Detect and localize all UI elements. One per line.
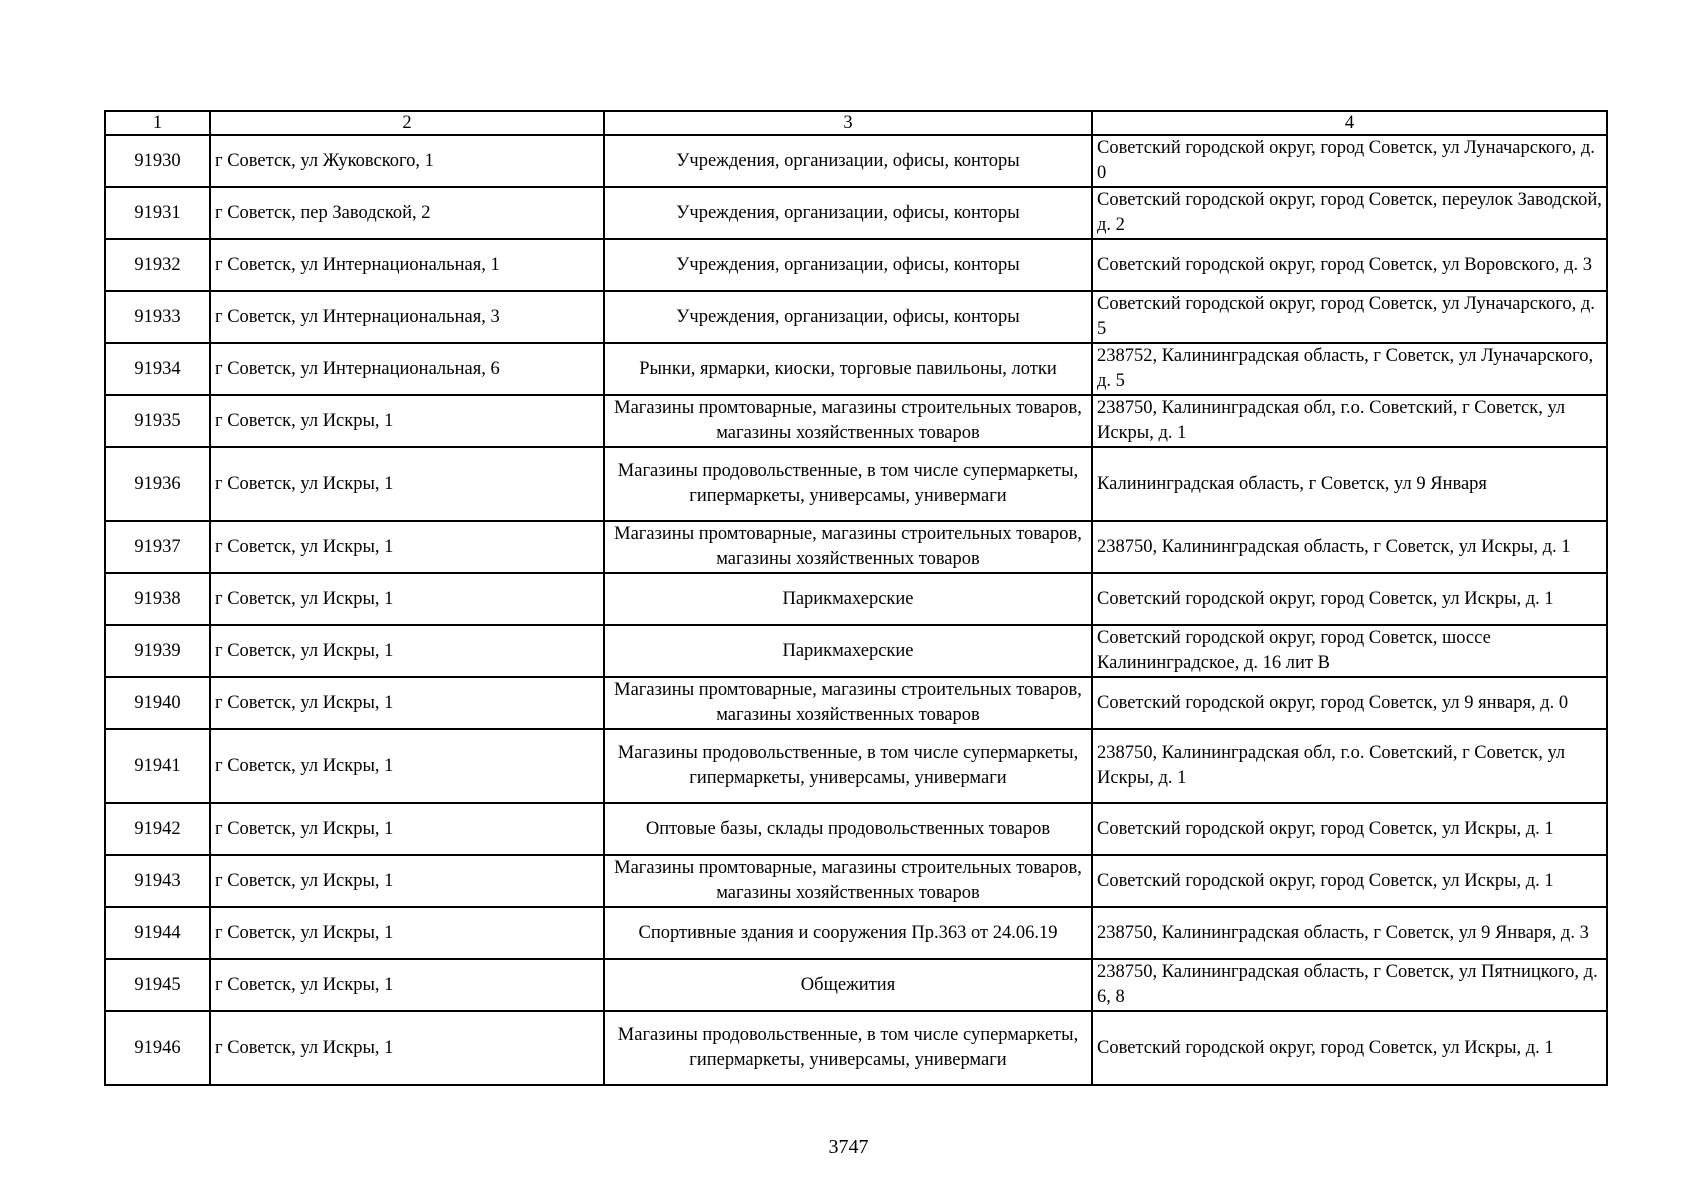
location-description: Советский городской округ, город Советск, шоссе Калининградское, д. 16 лит В xyxy=(1092,625,1607,677)
object-address: г Советск, ул Искры, 1 xyxy=(210,395,604,447)
table-row xyxy=(105,959,1607,1011)
location-description: 238750, Калининградская область, г Советск, ул 9 Января, д. 3 xyxy=(1092,907,1607,959)
object-address: г Советск, ул Искры, 1 xyxy=(210,447,604,521)
column-header-1: 1 xyxy=(105,111,210,135)
table-row xyxy=(105,343,1607,395)
location-description: 238750, Калининградская обл, г.о. Советский, г Советск, ул Искры, д. 1 xyxy=(1092,729,1607,803)
record-number: 91936 xyxy=(105,447,210,521)
object-address: г Советск, ул Искры, 1 xyxy=(210,521,604,573)
record-number: 91943 xyxy=(105,855,210,907)
record-number: 91934 xyxy=(105,343,210,395)
object-address: г Советск, ул Интернациональная, 1 xyxy=(210,239,604,291)
table-row xyxy=(105,291,1607,343)
record-number: 91940 xyxy=(105,677,210,729)
record-number: 91939 xyxy=(105,625,210,677)
record-number: 91946 xyxy=(105,1011,210,1085)
object-type: Магазины продовольственные, в том числе супермаркеты, гипермаркеты, универсамы, универмаги xyxy=(604,729,1092,803)
object-type: Магазины промтоварные, магазины строительных товаров, магазины хозяйственных товаров xyxy=(604,677,1092,729)
location-description: Советский городской округ, город Советск, ул Луначарского, д. 5 xyxy=(1092,291,1607,343)
object-type: Учреждения, организации, офисы, конторы xyxy=(604,239,1092,291)
table-row xyxy=(105,135,1607,187)
table-header xyxy=(105,111,1607,135)
location-description: Советский городской округ, город Советск, ул Искры, д. 1 xyxy=(1092,855,1607,907)
location-description: Советский городской округ, город Советск, ул Искры, д. 1 xyxy=(1092,573,1607,625)
object-address: г Советск, ул Искры, 1 xyxy=(210,959,604,1011)
record-number: 91942 xyxy=(105,803,210,855)
location-description: Советский городской округ, город Советск, ул 9 января, д. 0 xyxy=(1092,677,1607,729)
object-type: Магазины промтоварные, магазины строительных товаров, магазины хозяйственных товаров xyxy=(604,521,1092,573)
record-number: 91944 xyxy=(105,907,210,959)
object-type: Общежития xyxy=(604,959,1092,1011)
object-address: г Советск, ул Интернациональная, 6 xyxy=(210,343,604,395)
table-row xyxy=(105,1011,1607,1085)
object-type: Учреждения, организации, офисы, конторы xyxy=(604,187,1092,239)
object-type: Парикмахерские xyxy=(604,573,1092,625)
location-description: 238750, Калининградская область, г Советск, ул Пятницкого, д. 6, 8 xyxy=(1092,959,1607,1011)
object-type: Парикмахерские xyxy=(604,625,1092,677)
object-address: г Советск, ул Искры, 1 xyxy=(210,573,604,625)
object-address: г Советск, ул Искры, 1 xyxy=(210,803,604,855)
table-row xyxy=(105,907,1607,959)
object-address: г Советск, ул Жуковского, 1 xyxy=(210,135,604,187)
column-header-3: 3 xyxy=(604,111,1092,135)
object-address: г Советск, ул Искры, 1 xyxy=(210,625,604,677)
table-row xyxy=(105,855,1607,907)
table-row xyxy=(105,729,1607,803)
table-row xyxy=(105,239,1607,291)
page-number: 3747 xyxy=(828,1136,869,1158)
location-description: Калининградская область, г Советск, ул 9 Января xyxy=(1092,447,1607,521)
location-description: Советский городской округ, город Советск, ул Воровского, д. 3 xyxy=(1092,239,1607,291)
location-description: 238750, Калининградская область, г Советск, ул Искры, д. 1 xyxy=(1092,521,1607,573)
record-number: 91931 xyxy=(105,187,210,239)
table-row xyxy=(105,803,1607,855)
table-row xyxy=(105,625,1607,677)
registry-table xyxy=(104,110,1608,1086)
object-type: Спортивные здания и сооружения Пр.363 от 24.06.19 xyxy=(604,907,1092,959)
object-type: Магазины промтоварные, магазины строительных товаров, магазины хозяйственных товаров xyxy=(604,855,1092,907)
table-row xyxy=(105,677,1607,729)
object-type: Магазины продовольственные, в том числе супермаркеты, гипермаркеты, универсамы, универмаги xyxy=(604,1011,1092,1085)
object-address: г Советск, пер Заводской, 2 xyxy=(210,187,604,239)
record-number: 91935 xyxy=(105,395,210,447)
table-row xyxy=(105,187,1607,239)
table-row xyxy=(105,447,1607,521)
column-header-4: 4 xyxy=(1092,111,1607,135)
record-number: 91930 xyxy=(105,135,210,187)
object-address: г Советск, ул Интернациональная, 3 xyxy=(210,291,604,343)
record-number: 91933 xyxy=(105,291,210,343)
location-description: Советский городской округ, город Советск, ул Искры, д. 1 xyxy=(1092,803,1607,855)
object-address: г Советск, ул Искры, 1 xyxy=(210,855,604,907)
record-number: 91941 xyxy=(105,729,210,803)
location-description: 238752, Калининградская область, г Советск, ул Луначарского, д. 5 xyxy=(1092,343,1607,395)
record-number: 91945 xyxy=(105,959,210,1011)
object-type: Оптовые базы, склады продовольственных товаров xyxy=(604,803,1092,855)
object-address: г Советск, ул Искры, 1 xyxy=(210,1011,604,1085)
location-description: 238750, Калининградская обл, г.о. Советский, г Советск, ул Искры, д. 1 xyxy=(1092,395,1607,447)
record-number: 91938 xyxy=(105,573,210,625)
object-type: Магазины промтоварные, магазины строительных товаров, магазины хозяйственных товаров xyxy=(604,395,1092,447)
object-type: Рынки, ярмарки, киоски, торговые павильоны, лотки xyxy=(604,343,1092,395)
column-header-2: 2 xyxy=(210,111,604,135)
table-row xyxy=(105,395,1607,447)
object-type: Учреждения, организации, офисы, конторы xyxy=(604,135,1092,187)
table-row xyxy=(105,521,1607,573)
object-type: Учреждения, организации, офисы, конторы xyxy=(604,291,1092,343)
table-row xyxy=(105,573,1607,625)
object-address: г Советск, ул Искры, 1 xyxy=(210,677,604,729)
record-number: 91932 xyxy=(105,239,210,291)
header-row xyxy=(105,111,1607,135)
record-number: 91937 xyxy=(105,521,210,573)
object-type: Магазины продовольственные, в том числе супермаркеты, гипермаркеты, универсамы, универмаги xyxy=(604,447,1092,521)
location-description: Советский городской округ, город Советск, ул Искры, д. 1 xyxy=(1092,1011,1607,1085)
location-description: Советский городской округ, город Советск, переулок Заводской, д. 2 xyxy=(1092,187,1607,239)
table-body xyxy=(105,135,1607,1085)
object-address: г Советск, ул Искры, 1 xyxy=(210,729,604,803)
object-address: г Советск, ул Искры, 1 xyxy=(210,907,604,959)
location-description: Советский городской округ, город Советск, ул Луначарского, д. 0 xyxy=(1092,135,1607,187)
